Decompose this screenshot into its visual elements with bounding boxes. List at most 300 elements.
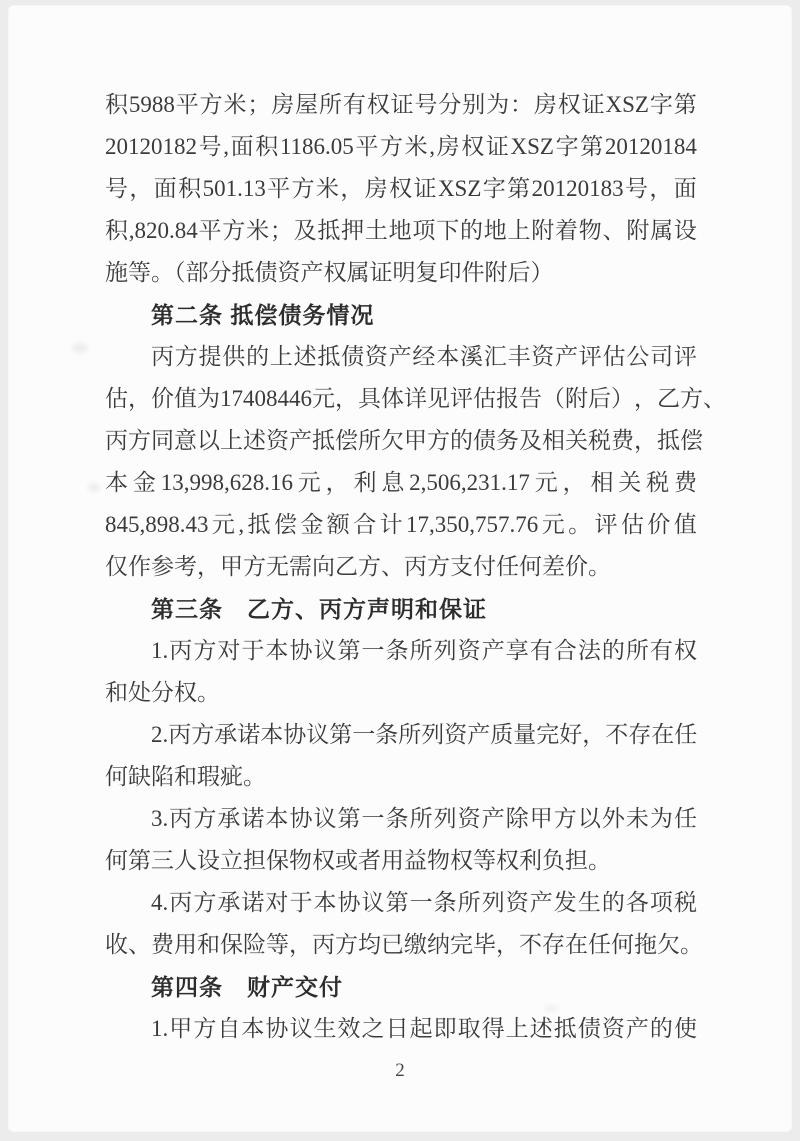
text-run: 方 [174, 344, 198, 369]
text-run: 任 [673, 806, 697, 831]
text-run: 方 [193, 638, 217, 663]
text-run: 资 [444, 722, 468, 747]
text-run: 产 [555, 344, 579, 369]
text-run: 一 [361, 638, 385, 663]
text-run: 等 [266, 932, 289, 957]
text-run: 方 [427, 428, 450, 453]
text-run: 计 [379, 512, 403, 537]
text-run: 资 [531, 344, 555, 369]
text-run: 议 [289, 1016, 313, 1041]
text-run: 所 [319, 92, 342, 117]
text-run: 号 [198, 134, 222, 159]
text-run: 房 [364, 176, 388, 201]
text-run: 20120183 [531, 176, 624, 201]
text-run: 议 [361, 890, 385, 915]
text-run: 缴 [404, 932, 427, 957]
text-run: 本 [260, 722, 284, 747]
text-run: 米 [246, 218, 270, 243]
text-run: 产 [481, 638, 505, 663]
document-line [105, 378, 726, 420]
text-run: 有 [342, 92, 366, 117]
text-run: 上 [220, 428, 243, 453]
scan-artifact [72, 343, 88, 353]
text-run: 估 [105, 386, 128, 411]
text-run: 以 [577, 806, 601, 831]
text-run: 于 [241, 638, 265, 663]
text-run: 偿 [273, 512, 297, 537]
text-run: 体 [381, 386, 404, 411]
text-run: 分 [438, 92, 462, 117]
text-run: 积 [105, 92, 128, 117]
text-run: 条 [375, 722, 399, 747]
text-run: ； [269, 218, 293, 243]
text-run: 公 [626, 344, 650, 369]
text-run: 资 [601, 1016, 625, 1041]
text-run: ， [562, 470, 586, 495]
text-run: 条 [433, 890, 457, 915]
text-run: 土 [364, 218, 388, 243]
text-run: , [223, 134, 229, 159]
text-run: ， [129, 176, 153, 201]
text-run: 方 [553, 806, 577, 831]
text-run: 本 [105, 470, 128, 495]
document-line: 施等。（部分抵债资产权属证明复印件附后） [105, 260, 554, 285]
text-run: 面 [673, 176, 697, 201]
text-run: 米 [223, 92, 247, 117]
text-run: 一 [361, 806, 385, 831]
text-run: 生 [577, 890, 601, 915]
section-heading: 第三条 乙方、丙方声明和保证 [151, 596, 487, 622]
text-run: 积 [105, 218, 128, 243]
text-run: 税 [673, 890, 697, 915]
text-run: 所 [457, 890, 481, 915]
text-run: 承 [217, 806, 241, 831]
text-run: 告 [519, 386, 542, 411]
text-run: 方 [680, 386, 703, 411]
text-run: 享 [505, 638, 529, 663]
scan-artifact [88, 483, 100, 492]
text-run: 经 [412, 344, 436, 369]
text-run: , [238, 512, 245, 537]
text-run: 的 [601, 890, 625, 915]
text-run: 即 [433, 1016, 457, 1041]
text-run: 20120182 [105, 134, 197, 159]
text-run: 承 [217, 890, 241, 915]
text-run: 5988 [128, 92, 175, 117]
text-run: 欠 [657, 932, 680, 957]
text-run: 值 [673, 512, 697, 537]
text-run: 权 [557, 92, 581, 117]
text-run: 屋 [295, 92, 319, 117]
text-run: 平 [198, 218, 222, 243]
document-line [105, 504, 697, 546]
text-run: 价 [647, 512, 671, 537]
text-run: 方 [193, 806, 217, 831]
document-line [105, 84, 697, 126]
text-run: 第 [337, 806, 361, 831]
text-run: 一 [409, 890, 433, 915]
text-run: 利 [353, 470, 377, 495]
text-run: 平 [355, 134, 379, 159]
text-run: 证 [413, 176, 437, 201]
text-run: 各 [625, 890, 649, 915]
text-run: 第 [507, 176, 531, 201]
text-run: 上 [507, 218, 531, 243]
text-run: 诺 [241, 890, 265, 915]
text-run: 后 [588, 386, 611, 411]
text-run: 面 [230, 134, 254, 159]
text-run: 房 [271, 92, 295, 117]
document-line [105, 924, 703, 966]
text-run: 权 [461, 134, 485, 159]
text-run: 评 [578, 344, 602, 369]
text-run: 见 [427, 386, 450, 411]
text-run: 汇 [483, 344, 507, 369]
document-line [105, 1008, 697, 1050]
text-run: 第 [673, 92, 697, 117]
document-line: 何缺陷和瑕疵。 [105, 764, 266, 789]
text-run: 生 [313, 1016, 337, 1041]
text-run: 元 [534, 470, 558, 495]
text-run: 字 [482, 176, 506, 201]
text-run: 列 [433, 638, 457, 663]
text-run: 物 [578, 218, 602, 243]
text-run: 息 [381, 470, 405, 495]
text-run: 1186.05 [279, 134, 354, 159]
text-run: 协 [289, 806, 313, 831]
text-run: 提 [198, 344, 222, 369]
text-run: 资 [505, 890, 529, 915]
text-run: 用 [174, 932, 197, 957]
text-run: 、 [602, 218, 626, 243]
text-run: 设 [673, 218, 697, 243]
text-run: 效 [337, 1016, 361, 1041]
text-run: ） [611, 386, 634, 411]
document-line [105, 126, 697, 168]
text-run: 证 [485, 134, 509, 159]
text-run: 1. [151, 1016, 169, 1041]
text-run: 列 [481, 890, 505, 915]
text-run: 米 [404, 134, 428, 159]
document-line [105, 882, 697, 924]
text-run: 所 [358, 428, 381, 453]
text-run: 本 [265, 806, 289, 831]
text-run: 何 [611, 932, 634, 957]
text-run: 协 [265, 1016, 289, 1041]
text-run: 协 [337, 890, 361, 915]
text-run: 押 [341, 218, 365, 243]
text-run: 第 [337, 638, 361, 663]
text-run: 列 [421, 722, 445, 747]
text-run: 外 [601, 806, 625, 831]
text-run: 积 [178, 176, 202, 201]
text-run: 元 [541, 512, 565, 537]
text-run: 附 [626, 218, 650, 243]
text-run: 项 [412, 218, 436, 243]
text-run: 3. [151, 806, 169, 831]
document-body [105, 84, 726, 1050]
text-run: 列 [433, 806, 457, 831]
text-run: 1. [151, 638, 169, 663]
text-run: 诺 [241, 806, 265, 831]
text-run: 任 [674, 722, 698, 747]
text-run: 好 [559, 722, 583, 747]
text-run: 税 [588, 428, 611, 453]
text-run: 为 [649, 806, 673, 831]
text-run: 13,998,628.16 [160, 470, 293, 495]
text-run: 质 [490, 722, 514, 747]
text-run: ， [649, 176, 673, 201]
text-run: 为 [197, 386, 220, 411]
text-run: 协 [283, 722, 307, 747]
document-line: 何第三人设立担保物权或者用益物权等权利负担。 [105, 848, 611, 873]
text-run: 存 [542, 932, 565, 957]
text-run: 别 [462, 92, 486, 117]
text-run: 下 [436, 218, 460, 243]
text-run: 本 [436, 344, 460, 369]
text-run: 纳 [427, 932, 450, 957]
section-heading: 第二条 抵偿债务情况 [151, 302, 375, 328]
text-run: 属 [650, 218, 674, 243]
text-run: 额 [326, 512, 350, 537]
text-run: 第 [580, 134, 604, 159]
text-run: 地 [483, 218, 507, 243]
text-run: 产 [467, 722, 491, 747]
text-run: 本 [265, 638, 289, 663]
text-run: 除 [505, 806, 529, 831]
text-run: 丙 [105, 428, 128, 453]
document-line: 和处分权。 [105, 680, 220, 705]
text-run: 号 [624, 176, 648, 201]
text-run: 合 [553, 638, 577, 663]
text-run: 有 [529, 638, 553, 663]
text-run: 评 [450, 386, 473, 411]
text-run: 诺 [237, 722, 261, 747]
text-run: 方 [191, 722, 215, 747]
document-line [105, 798, 697, 840]
text-run: 估 [620, 512, 644, 537]
text-run: 条 [385, 806, 409, 831]
text-run: 议 [306, 722, 330, 747]
text-run: 积 [255, 134, 279, 159]
text-run: 抵 [317, 344, 341, 369]
text-run: 附 [565, 386, 588, 411]
text-run: 在 [651, 722, 675, 747]
text-run: 产 [289, 428, 312, 453]
text-run: 保 [220, 932, 243, 957]
text-run: 的 [450, 428, 473, 453]
text-run: ， [340, 176, 364, 201]
text-run: 号 [414, 92, 438, 117]
text-run: 一 [352, 722, 376, 747]
text-run: 、 [703, 386, 726, 411]
text-run: 产 [388, 344, 412, 369]
text-run: 方 [128, 428, 151, 453]
text-run: 丙 [169, 806, 193, 831]
text-run: 值 [174, 386, 197, 411]
text-run: 偿 [335, 428, 358, 453]
text-run: 议 [313, 806, 337, 831]
text-run: 方 [222, 218, 246, 243]
text-run: , [429, 134, 436, 159]
document-line [105, 714, 697, 756]
text-run: 及 [293, 218, 317, 243]
text-run: ， [634, 428, 657, 453]
text-run: 得 [481, 1016, 505, 1041]
text-run: ， [335, 386, 358, 411]
text-run: 不 [605, 722, 629, 747]
text-run: XSZ [437, 176, 482, 201]
text-run: 、 [128, 932, 151, 957]
text-run: 本 [241, 1016, 265, 1041]
text-run: 甲 [169, 1016, 193, 1041]
text-run: 2. [151, 722, 169, 747]
text-run: 议 [313, 638, 337, 663]
text-run: （ [542, 386, 565, 411]
text-run: 丙 [168, 722, 192, 747]
text-run: 对 [217, 638, 241, 663]
text-run: 对 [265, 890, 289, 915]
text-run: 均 [358, 932, 381, 957]
section-heading: 第四条 财产交付 [151, 974, 343, 1000]
document-line: 仅作参考，甲方无需向乙方、丙方支付任何差价。 [105, 554, 611, 579]
text-run: 为 [486, 92, 510, 117]
text-run: 上 [269, 344, 293, 369]
text-run: 以 [197, 428, 220, 453]
text-run: 抵 [312, 428, 335, 453]
text-run: 产 [481, 806, 505, 831]
text-run: 丙 [169, 638, 193, 663]
text-run: 元 [211, 512, 235, 537]
text-run: 在 [565, 932, 588, 957]
text-run: 债 [577, 1016, 601, 1041]
text-run: 平 [267, 176, 291, 201]
text-run: 价 [151, 386, 174, 411]
text-run: 证 [581, 92, 605, 117]
text-run: 方 [291, 176, 315, 201]
text-run: 字 [555, 134, 579, 159]
text-run: 证 [390, 92, 414, 117]
text-run: 不 [519, 932, 542, 957]
text-run: 起 [409, 1016, 433, 1041]
text-run: ， [496, 932, 519, 957]
text-run: 资 [457, 806, 481, 831]
text-run: 使 [673, 1016, 697, 1041]
text-run: 面 [153, 176, 177, 201]
text-run: 号 [105, 176, 128, 201]
text-run: XSZ [510, 134, 554, 159]
text-run: ,820.84 [128, 218, 198, 243]
text-run: 溪 [459, 344, 483, 369]
text-run: 方 [335, 932, 358, 957]
text-run: 承 [214, 722, 238, 747]
text-run: 丙 [151, 344, 174, 369]
text-run: 的 [601, 638, 625, 663]
text-run: 同 [151, 428, 174, 453]
text-run: 协 [289, 638, 313, 663]
text-run: 权 [389, 176, 413, 201]
text-run: ， [582, 722, 606, 747]
document-line [105, 168, 697, 210]
text-run: 于 [289, 890, 313, 915]
text-run: 条 [385, 638, 409, 663]
text-run: 项 [649, 890, 673, 915]
text-run: 。 [568, 512, 592, 537]
text-run: 产 [529, 890, 553, 915]
text-run: 务 [496, 428, 519, 453]
text-run: 拖 [634, 932, 657, 957]
text-run: 所 [409, 806, 433, 831]
text-run: ， [289, 932, 312, 957]
text-run: 权 [366, 92, 390, 117]
text-run: 所 [398, 722, 422, 747]
text-run: 845,898.43 [105, 512, 209, 537]
text-run: 评 [594, 512, 618, 537]
text-run: 相 [542, 428, 565, 453]
text-run: 自 [217, 1016, 241, 1041]
text-run: 甲 [529, 806, 553, 831]
text-run: 欠 [381, 428, 404, 453]
text-run: 抵 [553, 1016, 577, 1041]
text-run: 述 [293, 344, 317, 369]
text-run: 费 [611, 428, 634, 453]
document-line [105, 420, 703, 462]
text-run: 偿 [680, 428, 703, 453]
text-run: 详 [404, 386, 427, 411]
text-run: 着 [555, 218, 579, 243]
text-run: 方 [380, 134, 404, 159]
text-run: 字 [649, 92, 673, 117]
text-run: 金 [300, 512, 324, 537]
text-run: 相 [590, 470, 614, 495]
text-run: 地 [388, 218, 412, 243]
text-run: 已 [381, 932, 404, 957]
text-run: 第 [329, 722, 353, 747]
text-run: 17,350,757.76 [406, 512, 539, 537]
text-run: 险 [243, 932, 266, 957]
text-run: 关 [618, 470, 642, 495]
text-run: 抵 [317, 218, 341, 243]
text-run: 元 [297, 470, 321, 495]
text-run: 上 [505, 1016, 529, 1041]
text-run: 17408446 [220, 386, 312, 411]
text-run: 关 [565, 428, 588, 453]
document-line [105, 210, 697, 252]
text-run: 税 [646, 470, 670, 495]
text-run: 金 [132, 470, 156, 495]
text-run: 元 [312, 386, 335, 411]
text-run: 房 [436, 134, 460, 159]
text-run: 量 [513, 722, 537, 747]
text-run: 供 [222, 344, 246, 369]
text-run: ： [510, 92, 533, 117]
document-line [105, 462, 697, 504]
text-run: 估 [602, 344, 626, 369]
text-run: 所 [409, 638, 433, 663]
text-run: 资 [364, 344, 388, 369]
text-run: 方 [193, 890, 217, 915]
text-run: 抵 [247, 512, 271, 537]
text-run: 债 [341, 344, 365, 369]
text-run: 第 [385, 890, 409, 915]
text-run: 报 [496, 386, 519, 411]
text-run: 本 [313, 890, 337, 915]
text-run: 所 [625, 638, 649, 663]
text-run: 方 [199, 92, 223, 117]
text-run: 司 [650, 344, 674, 369]
text-run: 未 [625, 806, 649, 831]
text-run: 之 [361, 1016, 385, 1041]
